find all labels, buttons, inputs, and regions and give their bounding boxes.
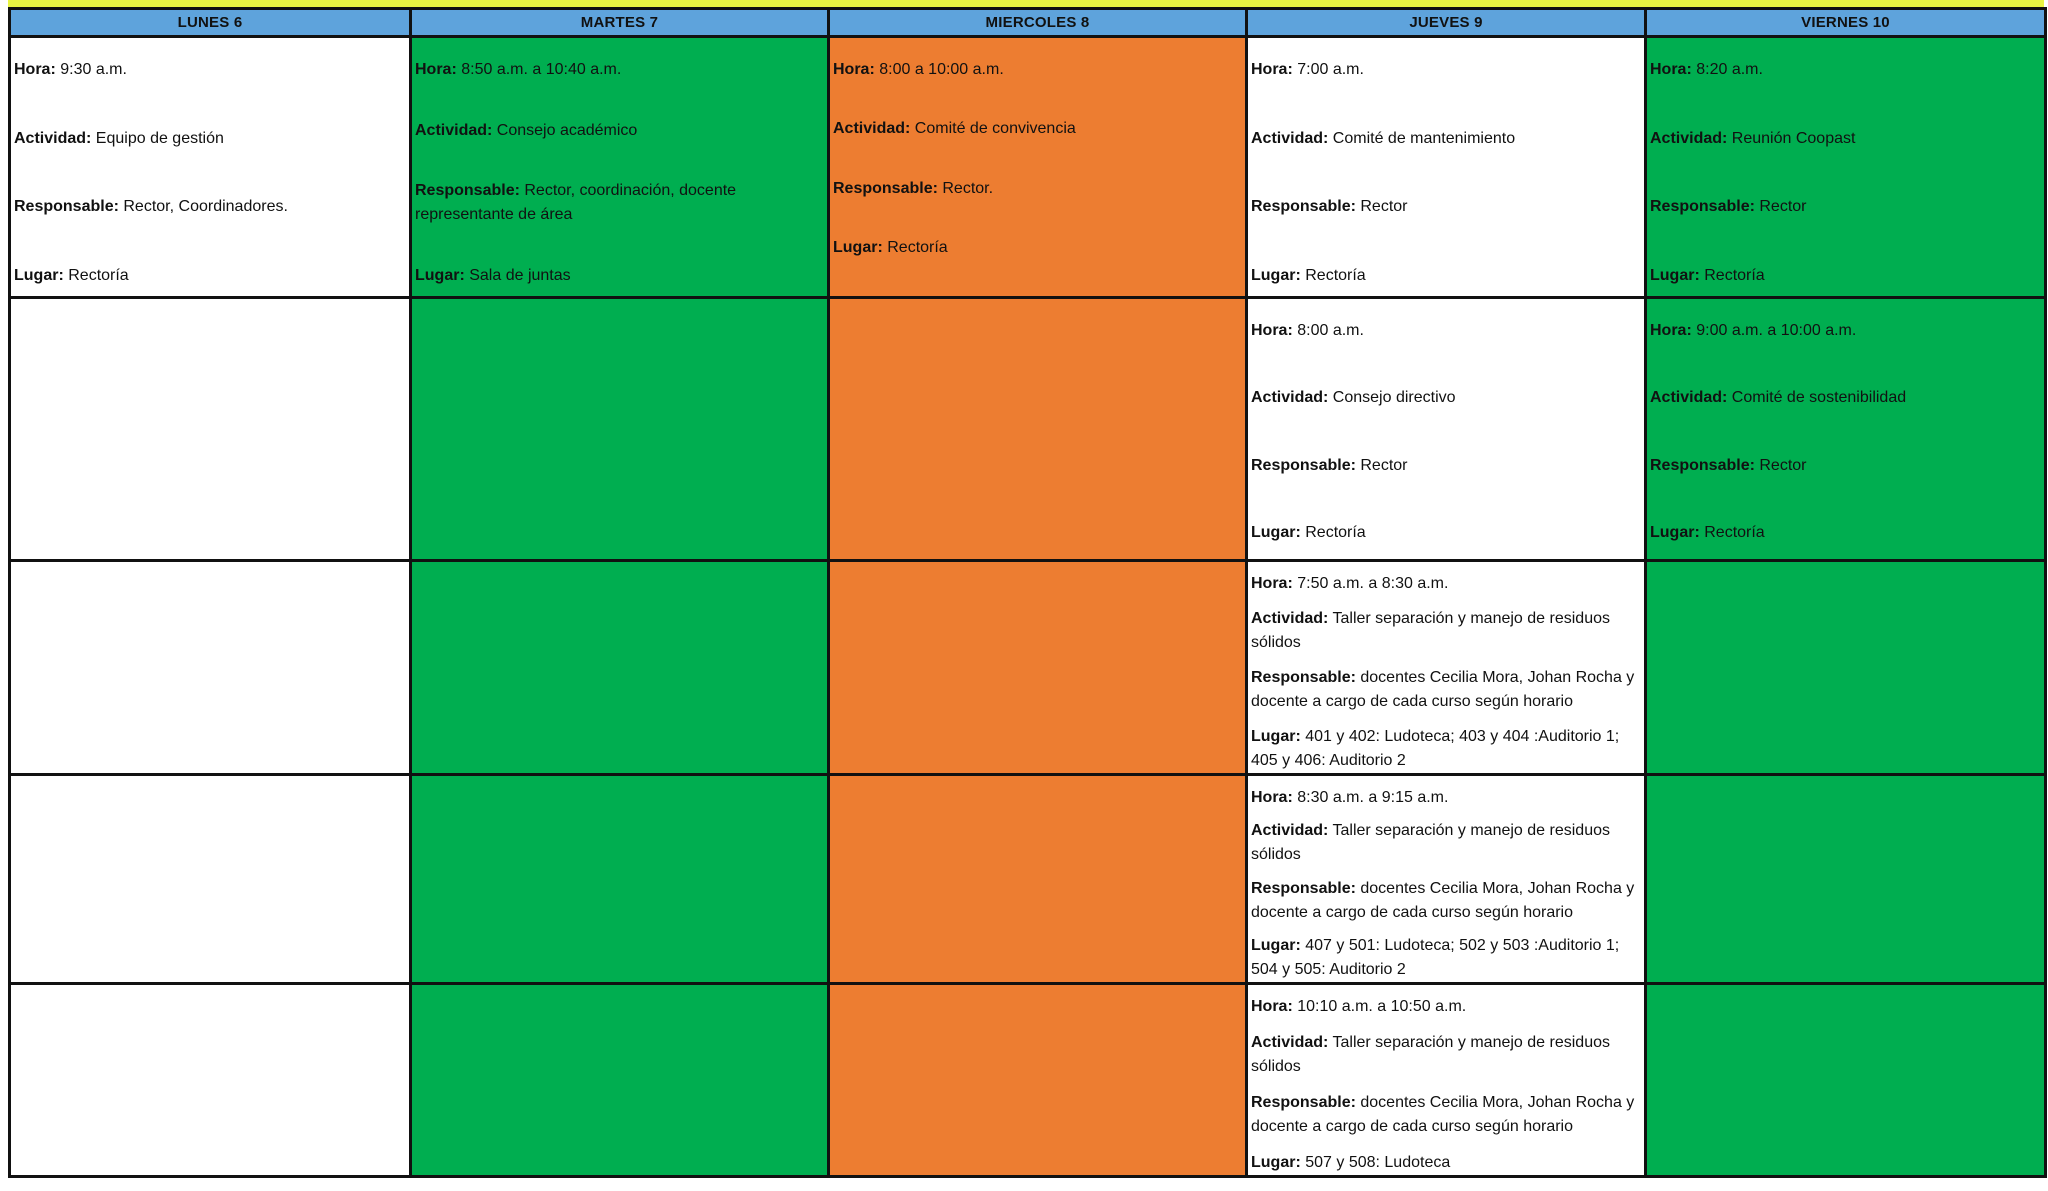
event-activity [14, 127, 407, 151]
event-time [1251, 58, 1642, 82]
event-activity [1650, 127, 2042, 151]
activity-label: Actividad: [1251, 822, 1329, 840]
event-time [1650, 319, 2042, 343]
place-label: Lugar: [1251, 1154, 1301, 1171]
cell-thursday-5 [1247, 984, 1646, 1177]
weekly-agenda-table [8, 7, 2047, 1178]
event-place [1251, 521, 1642, 545]
event-place [415, 264, 825, 288]
place-value: Rectoría [1305, 266, 1366, 284]
event-responsible [1650, 195, 2042, 219]
event-time [1251, 995, 1642, 1019]
time-value: 9:30 a.m. [60, 61, 127, 78]
responsible-label: Responsable: [1251, 456, 1356, 474]
event-responsible [1251, 1091, 1642, 1139]
place-label: Lugar: [14, 266, 64, 284]
responsible-label: Responsable: [415, 182, 520, 200]
event-time [14, 58, 407, 82]
responsible-label: Responsable: [833, 179, 938, 197]
cell-monday-5 [10, 984, 411, 1177]
event-time [1650, 58, 2042, 82]
responsible-label: Responsable: [1251, 198, 1356, 216]
activity-value: Taller separación y manejo de residuos sólidos [1251, 822, 1610, 864]
event-place [1251, 264, 1642, 288]
event-responsible [14, 195, 407, 219]
cell-thursday-2 [1247, 298, 1646, 561]
cell-tuesday-4 [411, 775, 829, 984]
time-label: Hora: [14, 61, 56, 78]
time-value: 10:10 a.m. a 10:50 a.m. [1297, 998, 1467, 1015]
schedule-row [10, 775, 2046, 984]
place-label: Lugar: [1650, 266, 1700, 284]
cell-friday-3 [1646, 561, 2046, 775]
time-label: Hora: [1650, 61, 1692, 78]
schedule-row [10, 298, 2046, 561]
event-activity [833, 117, 1243, 141]
cell-wednesday-2 [829, 298, 1247, 561]
event-responsible [1251, 877, 1642, 925]
responsible-label: Responsable: [1251, 1094, 1356, 1111]
place-label: Lugar: [415, 266, 465, 284]
day-header-thursday: JUEVES 9 [1247, 9, 1646, 37]
activity-label: Actividad: [1251, 129, 1329, 147]
event-time [1251, 319, 1642, 343]
event-entry [415, 38, 825, 296]
responsible-value: docentes Cecilia Mora, Johan Rocha y docente a cargo de cada curso según horario [1251, 669, 1635, 710]
cell-friday-2 [1646, 298, 2046, 561]
event-entry [1650, 299, 2042, 559]
day-header-row [10, 9, 2046, 37]
responsible-label: Responsable: [1650, 198, 1755, 216]
responsible-value: Rector [1360, 198, 1408, 216]
place-label: Lugar: [833, 238, 883, 256]
place-value: Sala de juntas [469, 266, 571, 284]
time-label: Hora: [1650, 322, 1692, 339]
event-activity [1251, 1031, 1642, 1079]
time-value: 8:30 a.m. a 9:15 a.m. [1297, 789, 1449, 806]
place-value: Rectoría [1305, 523, 1366, 541]
cell-wednesday-3 [829, 561, 1247, 775]
place-value: 401 y 402: Ludoteca; 403 y 404 :Auditorio 1; 405 y 406: Auditorio 2 [1251, 728, 1620, 769]
event-activity [1251, 127, 1642, 151]
activity-value: Taller separación y manejo de residuos sólidos [1251, 610, 1610, 651]
cell-monday-3 [10, 561, 411, 775]
place-value: 507 y 508: Ludoteca [1305, 1154, 1451, 1171]
event-place [14, 264, 407, 288]
cell-thursday-1 [1247, 37, 1646, 298]
event-activity [1650, 386, 2042, 410]
responsible-value: Rector [1759, 198, 1807, 216]
cell-tuesday-3 [411, 561, 829, 775]
cell-wednesday-4 [829, 775, 1247, 984]
activity-label: Actividad: [1650, 129, 1728, 147]
event-time [1251, 786, 1642, 810]
activity-label: Actividad: [1251, 1034, 1329, 1051]
responsible-value: docentes Cecilia Mora, Johan Rocha y docente a cargo de cada curso según horario [1251, 1094, 1635, 1135]
activity-value: Consejo académico [496, 121, 638, 139]
schedule-row [10, 561, 2046, 775]
cell-friday-5 [1646, 984, 2046, 1177]
event-time [833, 58, 1243, 82]
schedule-row [10, 37, 2046, 298]
place-value: Rectoría [1704, 523, 1765, 541]
day-header-friday: VIERNES 10 [1646, 9, 2046, 37]
activity-value: Consejo directivo [1332, 389, 1456, 407]
event-responsible [1251, 666, 1642, 714]
event-place [833, 236, 1243, 260]
event-responsible [833, 177, 1243, 201]
cell-thursday-4 [1247, 775, 1646, 984]
time-value: 8:00 a.m. [1297, 322, 1364, 339]
event-entry [1650, 38, 2042, 296]
day-header-monday: LUNES 6 [10, 9, 411, 37]
event-entry [1251, 299, 1642, 559]
event-activity [1251, 386, 1642, 410]
responsible-value: Rector [1759, 456, 1807, 474]
day-header-tuesday: MARTES 7 [411, 9, 829, 37]
time-value: 8:00 a 10:00 a.m. [879, 61, 1004, 78]
activity-label: Actividad: [14, 129, 92, 147]
responsible-value: Rector, Coordinadores. [123, 198, 288, 216]
place-label: Lugar: [1251, 728, 1301, 745]
time-label: Hora: [1251, 61, 1293, 78]
event-activity [415, 119, 825, 143]
event-activity [1251, 819, 1642, 867]
place-label: Lugar: [1251, 523, 1301, 541]
time-label: Hora: [1251, 998, 1293, 1015]
event-entry [14, 38, 407, 296]
event-responsible [1251, 195, 1642, 219]
event-entry [1251, 38, 1642, 296]
event-responsible [1251, 454, 1642, 478]
cell-monday-4 [10, 775, 411, 984]
day-header-wednesday: MIERCOLES 8 [829, 9, 1247, 37]
place-label: Lugar: [1251, 266, 1301, 284]
time-value: 7:00 a.m. [1297, 61, 1364, 78]
time-label: Hora: [1251, 789, 1293, 806]
event-entry [833, 38, 1243, 268]
time-value: 8:50 a.m. a 10:40 a.m. [461, 61, 622, 78]
event-responsible [415, 179, 825, 227]
event-place [1251, 725, 1642, 773]
event-place [1650, 264, 2042, 288]
activity-value: Comité de convivencia [914, 120, 1076, 138]
activity-label: Actividad: [1251, 389, 1329, 407]
activity-label: Actividad: [1251, 610, 1329, 627]
place-label: Lugar: [1251, 936, 1301, 954]
event-place [1650, 521, 2042, 545]
time-value: 8:20 a.m. [1696, 61, 1763, 78]
cell-monday-2 [10, 298, 411, 561]
responsible-label: Responsable: [1251, 879, 1356, 897]
cell-friday-1 [1646, 37, 2046, 298]
time-label: Hora: [1251, 322, 1293, 339]
time-label: Hora: [1251, 575, 1293, 592]
event-time [1251, 572, 1642, 596]
event-entry [1251, 776, 1642, 982]
activity-value: Comité de sostenibilidad [1731, 389, 1907, 407]
activity-value: Comité de mantenimiento [1332, 129, 1516, 147]
responsible-label: Responsable: [1650, 456, 1755, 474]
event-entry [1251, 985, 1642, 1175]
activity-value: Equipo de gestión [95, 129, 224, 147]
cell-thursday-3 [1247, 561, 1646, 775]
schedule-row [10, 984, 2046, 1177]
responsible-value: Rector. [942, 179, 994, 197]
time-label: Hora: [833, 61, 875, 78]
event-place [1251, 1151, 1642, 1175]
event-responsible [1650, 454, 2042, 478]
activity-label: Actividad: [833, 120, 911, 138]
activity-value: Taller separación y manejo de residuos sólidos [1251, 1034, 1610, 1075]
cell-wednesday-1 [829, 37, 1247, 298]
activity-label: Actividad: [415, 121, 493, 139]
cell-tuesday-2 [411, 298, 829, 561]
responsible-value: docentes Cecilia Mora, Johan Rocha y docente a cargo de cada curso según horario [1251, 879, 1635, 921]
place-label: Lugar: [1650, 523, 1700, 541]
cell-monday-1 [10, 37, 411, 298]
cell-wednesday-5 [829, 984, 1247, 1177]
cell-tuesday-5 [411, 984, 829, 1177]
event-time [415, 58, 825, 82]
activity-label: Actividad: [1650, 389, 1728, 407]
responsible-label: Responsable: [14, 198, 119, 216]
responsible-value: Rector [1360, 456, 1408, 474]
time-label: Hora: [415, 61, 457, 78]
responsible-value: Rector, coordinación, docente representante de área [415, 182, 737, 224]
event-place [1251, 934, 1642, 982]
time-value: 7:50 a.m. a 8:30 a.m. [1297, 575, 1449, 592]
event-entry [1251, 562, 1642, 773]
event-activity [1251, 607, 1642, 655]
place-value: 407 y 501: Ludoteca; 502 y 503 :Auditorio 1; 504 y 505: Auditorio 2 [1251, 936, 1620, 978]
cell-friday-4 [1646, 775, 2046, 984]
activity-value: Reunión Coopast [1731, 129, 1856, 147]
place-value: Rectoría [1704, 266, 1765, 284]
responsible-label: Responsable: [1251, 669, 1356, 686]
cell-tuesday-1 [411, 37, 829, 298]
place-value: Rectoría [68, 266, 129, 284]
place-value: Rectoría [887, 238, 948, 256]
time-value: 9:00 a.m. a 10:00 a.m. [1696, 322, 1857, 339]
